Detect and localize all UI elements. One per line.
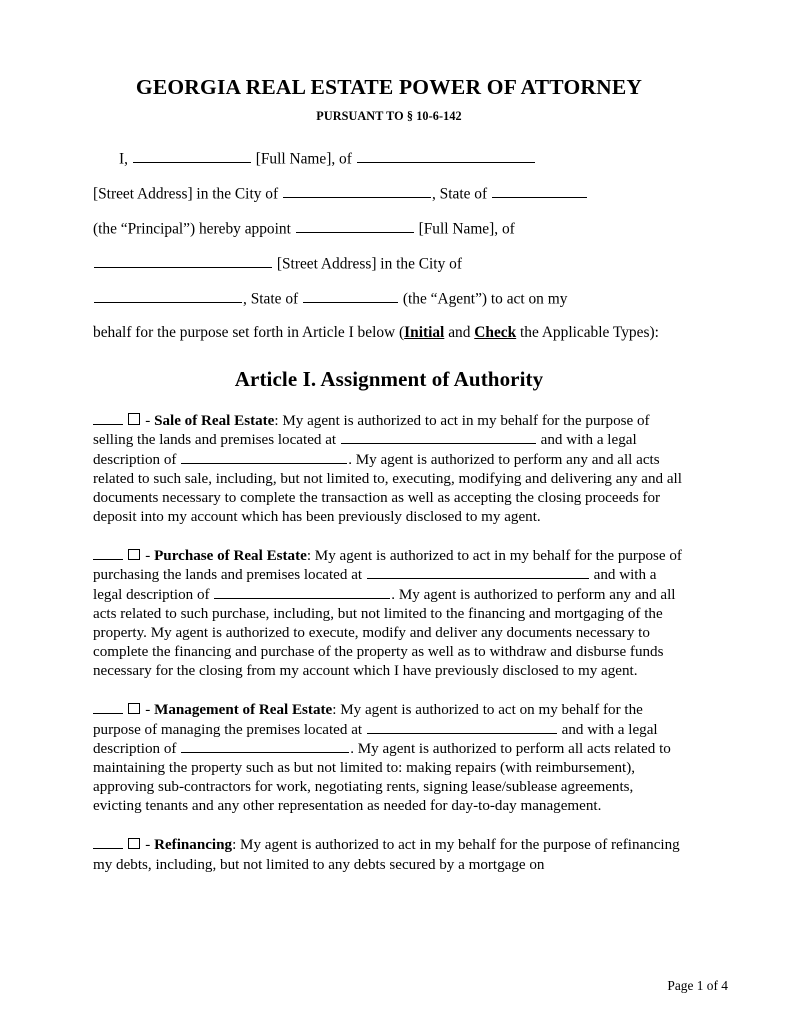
purchase-legal-description-blank[interactable]	[214, 586, 390, 599]
clause-management-of-real-estate	[93, 681, 685, 816]
intro-block	[93, 150, 685, 341]
clause-title-purchase: Purchase of Real Estate	[154, 548, 307, 565]
clause-text1-refinancing: My agent is authorized to act in my behalf for the purpose of refinancing my debts, including, but not limited to any debts secured by a mortgage on	[93, 837, 680, 873]
clause-text1-purchase: My agent is authorized to act in my behalf for the purpose of purchasing the lands and premises located at	[93, 548, 682, 584]
clause-text3-purchase: . My agent is authorized to perform any and all acts related to such purchase, including, but not limited to the financing and mortgaging of the property. My agent is authorized to execute, modify and deliver any documents necessary to complete the financing and purchase of the property as well as to withdraw and disburse funds necessary for the closing from my account which I have previously disclosed to my agent.	[93, 586, 676, 680]
management-property-location-blank[interactable]	[367, 721, 557, 734]
intro-line-2-suffix: , State of	[431, 185, 488, 203]
clause-colon-purchase: :	[306, 548, 315, 565]
clause-purchase-of-real-estate	[93, 527, 685, 681]
intro-line-1-prefix: I,	[119, 150, 128, 168]
intro-line-5	[93, 290, 685, 307]
sale-legal-description-blank[interactable]	[181, 451, 347, 464]
page-footer: Page 1 of 4	[667, 977, 728, 993]
initials-blank-refinancing[interactable]	[93, 836, 123, 849]
intro-line-4	[93, 255, 685, 272]
checkbox-management-of-real-estate[interactable]	[128, 703, 140, 715]
initial-emphasis: Initial	[404, 323, 445, 341]
intro-line-5-mid: , State of	[243, 290, 299, 308]
clause-separator-management: -	[141, 702, 155, 719]
intro-line-2-prefix: [Street Address] in the City of	[93, 185, 279, 203]
intro-line-3-suffix: [Full Name], of	[418, 220, 515, 238]
clause-colon-refinancing: :	[232, 837, 241, 854]
checkbox-sale-of-real-estate[interactable]	[128, 413, 140, 425]
clause-text2-management: and with a legal description of	[93, 721, 658, 757]
initials-blank-management[interactable]	[93, 701, 123, 714]
clause-refinancing	[93, 816, 685, 874]
sale-property-location-blank[interactable]	[341, 432, 536, 445]
page-title: GEORGIA REAL ESTATE POWER OF ATTORNEY	[135, 75, 643, 99]
article-i-heading: Article I. Assignment of Authority	[234, 367, 544, 392]
intro-line-6	[93, 325, 685, 340]
clause-title-sale: Sale of Real Estate	[154, 413, 275, 430]
agent-city-blank[interactable]	[94, 290, 242, 304]
clause-text2-purchase: and with a legal description of	[93, 567, 657, 603]
clause-separator-purchase: -	[141, 548, 155, 565]
clause-text2-sale: and with a legal description of	[93, 432, 637, 468]
checkbox-refinancing[interactable]	[128, 838, 140, 850]
agent-state-blank[interactable]	[303, 290, 398, 304]
purchase-property-location-blank[interactable]	[367, 567, 589, 580]
intro-line-2	[93, 185, 685, 202]
intro-line-4-suffix: [Street Address] in the City of	[276, 255, 462, 273]
initials-blank-sale[interactable]	[93, 412, 123, 425]
clause-text3-sale: . My agent is authorized to perform any and all acts related to such sale, including, but not limited to, executing, modifying and delivering any and all documents necessary to complete the transaction as well as accepting the closing proceeds for deposit into my account which has been previously disclosed to my agent.	[93, 451, 682, 526]
clause-title-management: Management of Real Estate	[154, 702, 333, 719]
intro-line-3	[93, 220, 685, 237]
intro-line-6-and: and	[444, 323, 475, 341]
clause-sale-of-real-estate	[93, 392, 685, 527]
clause-title-refinancing: Refinancing	[154, 837, 233, 854]
intro-line-1-suffix: [Full Name], of	[255, 150, 352, 168]
intro-line-1	[93, 150, 685, 167]
intro-line-6-prefix: behalf for the purpose set forth in Article I below (	[93, 323, 405, 341]
intro-line-6-suffix: the Applicable Types):	[516, 323, 659, 341]
clause-text1-management: My agent is authorized to act on my behalf for the purpose of managing the premises located at	[93, 702, 643, 738]
clause-separator-sale: -	[141, 413, 155, 430]
intro-line-3-prefix: (the “Principal”) hereby appoint	[93, 220, 291, 238]
intro-line-5-suffix: (the “Agent”) to act on my	[402, 290, 568, 308]
management-legal-description-blank[interactable]	[181, 740, 349, 753]
principal-state-blank[interactable]	[492, 185, 587, 199]
page-subtitle: PURSUANT TO § 10-6-142	[316, 108, 462, 123]
check-emphasis: Check	[474, 323, 517, 341]
principal-street-blank[interactable]	[357, 150, 535, 164]
agent-street-blank[interactable]	[94, 255, 272, 269]
checkbox-purchase-of-real-estate[interactable]	[128, 549, 140, 561]
principal-name-blank[interactable]	[133, 150, 251, 164]
initials-blank-purchase[interactable]	[93, 547, 123, 560]
agent-name-blank[interactable]	[296, 220, 414, 234]
clause-text1-sale: My agent is authorized to act in my behalf for the purpose of selling the lands and premises located at	[93, 413, 650, 449]
clause-text3-management: . My agent is authorized to perform all acts related to maintaining the property such as but not limited to: making repairs (with reimbursement), approving sub-contractors for work, negotiating rents, signing lease/sublease agreements, evicting tenants and any other representation as needed for day-to-day management.	[93, 740, 671, 815]
clause-separator-refinancing: -	[141, 837, 155, 854]
document-content	[93, 0, 685, 875]
clause-colon-sale: :	[274, 413, 283, 430]
principal-city-blank[interactable]	[283, 185, 431, 199]
clause-colon-management: :	[332, 702, 341, 719]
